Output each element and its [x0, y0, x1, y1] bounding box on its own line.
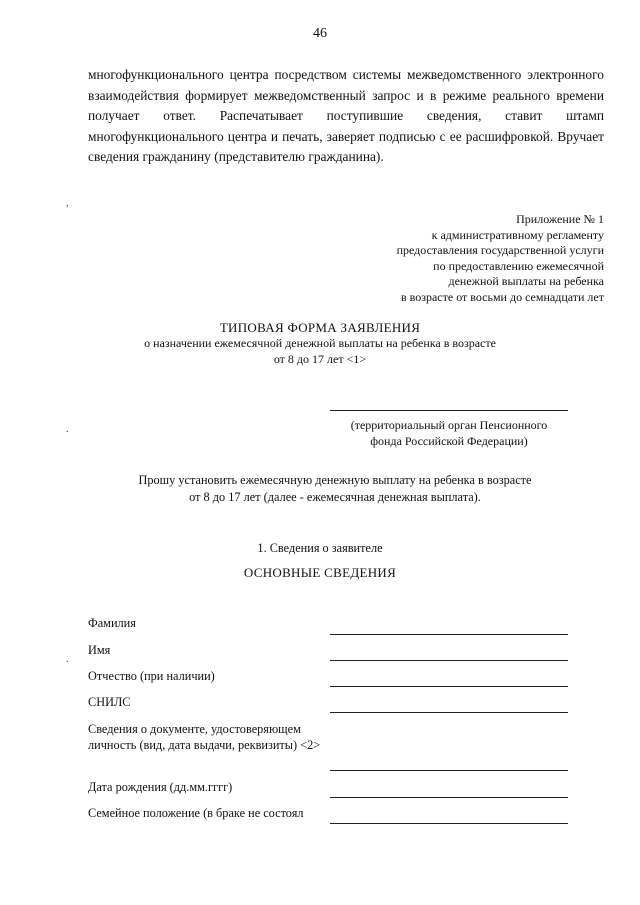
field-input-marital-status[interactable] [330, 823, 568, 824]
appendix-line: Приложение № 1 [516, 212, 604, 226]
appendix-line: по предоставлению ежемесячной [433, 258, 604, 273]
appendix-line: денежной выплаты на ребенка [448, 274, 604, 288]
appendix-line: предоставления государственной услуги [396, 243, 604, 257]
form-subtitle-line: о назначении ежемесячной денежной выплаты на ребенка в возрасте [144, 336, 496, 350]
field-label-snils: СНИЛС [88, 695, 131, 709]
scan-mark: , [66, 198, 69, 209]
form-subtitle-line: от 8 до 17 лет <1> [273, 351, 367, 366]
intro-paragraph: многофункционального центра посредством системы межведомственного электронного взаимодействия формирует межведомственный запрос и в режиме реального времени получает ответ. Распечатывает поступившие сведения, ставит штамп многофункционального центра и печать, заверяет подписью с ее расшифровкой. Вручает сведения гражданину (представителю гражданина). [88, 67, 604, 164]
scan-mark: . [66, 654, 69, 665]
org-caption-line: фонда Российской Федерации) [370, 433, 528, 448]
territorial-organ-caption [320, 418, 578, 449]
request-statement [110, 472, 560, 505]
field-input-name[interactable] [330, 660, 568, 661]
field-input-surname[interactable] [330, 634, 568, 635]
field-label-marital-status: Семейное положение (в браке не состоял [88, 806, 304, 820]
field-label-patronymic: Отчество (при наличии) [88, 669, 215, 683]
field-input-identity-document[interactable] [330, 770, 568, 771]
field-label-identity-document: Сведения о документе, удостоверяющем личность (вид, дата выдачи, реквизиты) <2> [88, 722, 321, 752]
field-label-name: Имя [88, 643, 111, 657]
form-title: ТИПОВАЯ ФОРМА ЗАЯВЛЕНИЯ [219, 320, 421, 335]
request-line: от 8 до 17 лет (далее - ежемесячная денежная выплата). [189, 489, 481, 504]
form-subtitle [0, 336, 640, 367]
appendix-line: к административному регламенту [431, 227, 604, 242]
appendix-line: в возрасте от восьми до семнадцати лет [400, 289, 604, 304]
scan-mark: . [66, 424, 69, 435]
org-caption-line: (территориальный орган Пенсионного [350, 418, 548, 432]
territorial-organ-blank[interactable] [330, 410, 568, 411]
field-input-patronymic[interactable] [330, 686, 568, 687]
field-label-surname: Фамилия [88, 616, 136, 630]
request-line: Прошу установить ежемесячную денежную выплату на ребенка в возрасте [138, 473, 532, 487]
page-number: 46 [313, 26, 327, 41]
basic-info-title: ОСНОВНЫЕ СВЕДЕНИЯ [243, 565, 397, 580]
appendix-header [304, 212, 604, 305]
section-title: 1. Сведения о заявителе [257, 541, 383, 555]
field-input-snils[interactable] [330, 712, 568, 713]
field-input-birth-date[interactable] [330, 797, 568, 798]
field-label-birth-date: Дата рождения (дд.мм.гггг) [88, 780, 233, 794]
